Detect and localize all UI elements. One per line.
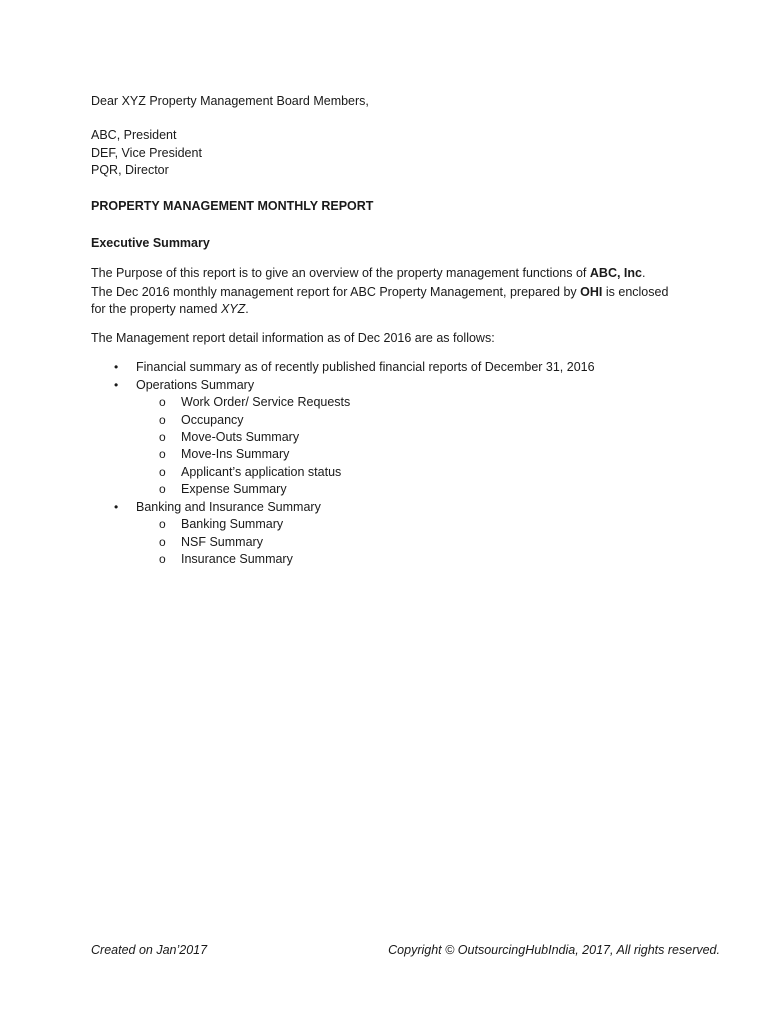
list-item-financial: Financial summary as of recently published financial reports of December 31, 2016 <box>136 360 595 374</box>
sub-bullet-icon: o <box>159 430 166 444</box>
report-title: PROPERTY MANAGEMENT MONTHLY REPORT <box>91 199 374 213</box>
sub-item-applicant-status: Applicant’s application status <box>181 465 342 479</box>
footer-copyright: Copyright © OutsourcingHubIndia, 2017, All rights reserved. <box>388 943 720 957</box>
sub-item-expense: Expense Summary <box>181 482 287 496</box>
purpose-prefix: The Purpose of this report is to give an overview of the property management functions of <box>91 266 590 280</box>
sub-item-nsf: NSF Summary <box>181 535 263 549</box>
sub-item-move-ins: Move-Ins Summary <box>181 447 290 461</box>
purpose-suffix: . <box>641 266 646 280</box>
list-item-operations: Operations Summary <box>136 378 255 392</box>
sub-item-banking: Banking Summary <box>181 517 284 531</box>
prepared-suffix: is enclosed <box>602 285 669 299</box>
sub-bullet-icon: o <box>159 465 166 479</box>
sub-item-occupancy: Occupancy <box>181 413 244 427</box>
detail-intro: The Management report detail information as of Dec 2016 are as follows: <box>91 331 495 345</box>
sub-bullet-icon: o <box>159 535 166 549</box>
recipient-vice-president: DEF, Vice President <box>91 146 202 160</box>
bullet-icon: • <box>114 378 119 392</box>
sub-item-move-outs: Move-Outs Summary <box>181 430 300 444</box>
recipient-president: ABC, President <box>91 128 177 142</box>
section-heading: Executive Summary <box>91 236 210 250</box>
property-name: XYZ <box>220 302 246 316</box>
sub-bullet-icon: o <box>159 552 166 566</box>
sub-item-insurance: Insurance Summary <box>181 552 293 566</box>
prepared-sentence <box>91 284 668 301</box>
preparer-name: OHI <box>580 285 603 299</box>
property-sentence <box>91 301 249 318</box>
bullet-icon: • <box>114 360 119 374</box>
sub-bullet-icon: o <box>159 517 166 531</box>
sub-bullet-icon: o <box>159 482 166 496</box>
prepared-prefix: The Dec 2016 monthly management report for ABC Property Management, prepared by <box>91 285 581 299</box>
bullet-icon: • <box>114 500 119 514</box>
footer-created: Created on Jan’2017 <box>91 943 208 957</box>
company-name: ABC, Inc <box>589 266 642 280</box>
sub-bullet-icon: o <box>159 447 166 461</box>
purpose-sentence <box>91 265 645 282</box>
property-prefix: for the property named <box>91 302 221 316</box>
sub-item-work-order: Work Order/ Service Requests <box>181 395 351 409</box>
list-item-banking: Banking and Insurance Summary <box>136 500 321 514</box>
sub-bullet-icon: o <box>159 413 166 427</box>
recipient-director: PQR, Director <box>91 163 169 177</box>
property-suffix: . <box>245 302 249 316</box>
sub-bullet-icon: o <box>159 395 166 409</box>
salutation: Dear XYZ Property Management Board Members, <box>91 94 369 108</box>
